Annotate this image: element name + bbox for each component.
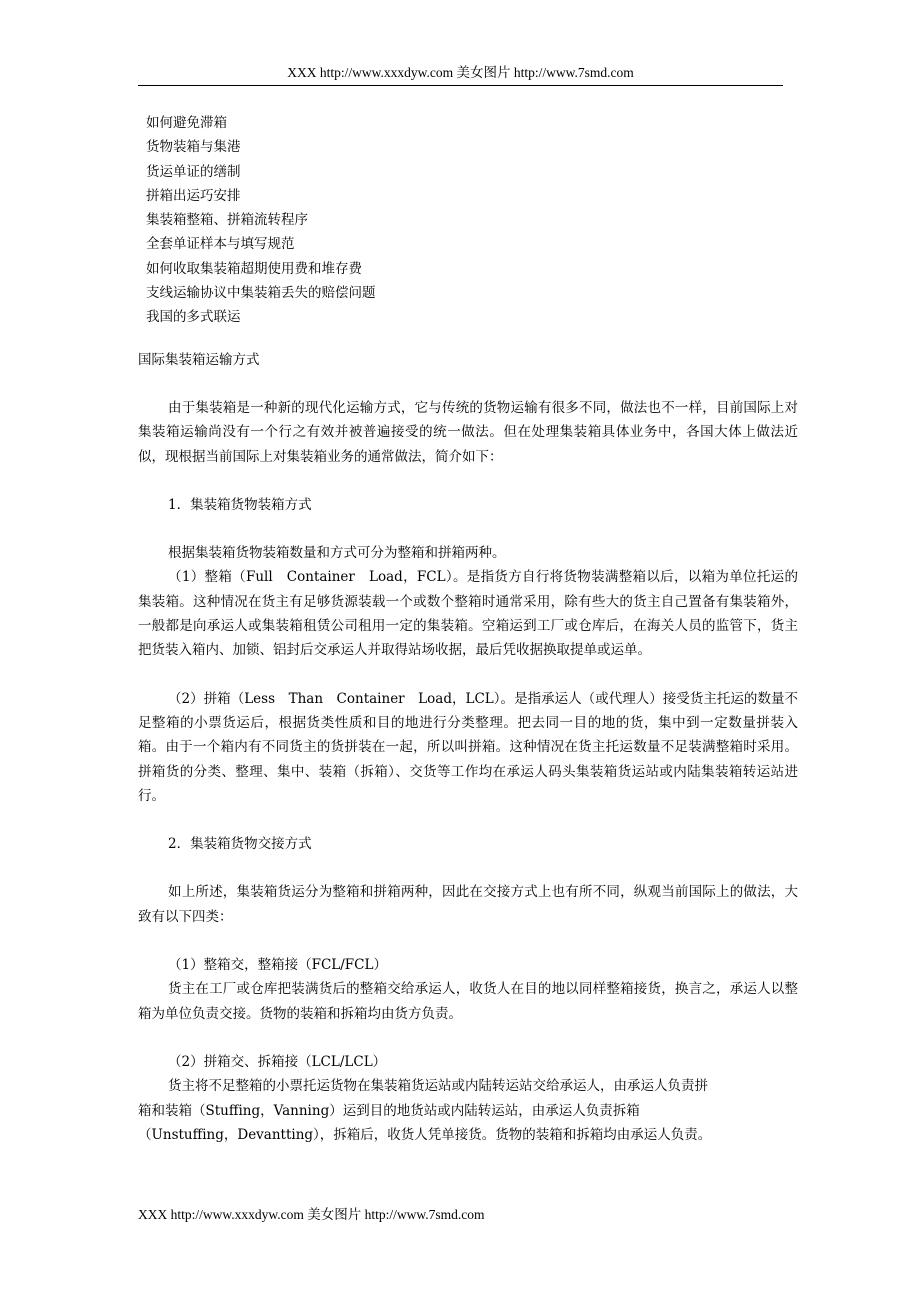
section-2-lead: 如上所述，集装箱货运分为整箱和拼箱两种，因此在交接方式上也有所不同，纵观当前国际上的做法，大致有以下四类： — [138, 884, 798, 925]
lcl-lcl-line: （Unstuffing，Devantting），拆箱后，收货人凭单接货。货物的装箱和拆箱均由承运人负责。 — [138, 1126, 712, 1143]
lcl-lcl-line: 货主将不足整箱的小票托运货物在集装箱货运站或内陆转运站交给承运人，由承运人负责拼 — [168, 1078, 708, 1095]
list-item: 货物装箱与集港 — [146, 139, 241, 156]
fcl-paragraph: （1）整箱（Full Container Load，FCL）。是指货方自行将货物装满整箱以后，以箱为单位托运的集装箱。这种情况在货主有足够货源装载一个或数个整箱时通常采用，除有些大的货主自己置备有集装箱外，一般都是向承运人或集装箱租赁公司租用一定的集装箱。空箱运到工厂或仓库后，在海关人员的监管下，货主把货装入箱内、加锁、铝封后交承运人并取得站场收据，最后凭收据换取提单或运单。 — [138, 569, 798, 659]
list-item: 全套单证样本与填写规范 — [146, 236, 295, 253]
header-rule — [138, 85, 783, 86]
list-item: 如何避免滞箱 — [146, 115, 227, 131]
list-item: 如何收取集装箱超期使用费和堆存费 — [146, 260, 362, 277]
list-item: 支线运输协议中集装箱丢失的赔偿问题 — [146, 285, 376, 302]
section-2-heading: 2．集装箱货物交接方式 — [168, 836, 312, 853]
list-item: 拼箱出运巧安排 — [146, 187, 241, 204]
lcl-lcl-title: （2）拼箱交、拆箱接（LCL/LCL） — [168, 1053, 387, 1070]
fcl-fcl-title: （1）整箱交，整箱接（FCL/FCL） — [168, 957, 387, 974]
lcl-lcl-line: 箱和装箱（Stuffing，Vanning）运到目的地货站或内陆转运站，由承运人负责拆箱 — [138, 1102, 640, 1119]
list-item: 货运单证的缮制 — [146, 163, 241, 180]
fcl-fcl-body: 货主在工厂或仓库把装满货后的整箱交给承运人，收货人在目的地以同样整箱接货，换言之，承运人以整箱为单位负责交接。货物的装箱和拆箱均由货方负责。 — [138, 981, 798, 1022]
list-item: 我国的多式联运 — [146, 309, 241, 326]
document-body — [138, 111, 798, 1147]
lcl-paragraph: （2）拼箱（Less Than Container Load，LCL）。是指承运人（或代理人）接受货主托运的数量不足整箱的小票货运后，根据货类性质和目的地进行分类整理。把去同一目的地的货，集中到一定数量拼装入箱。由于一个箱内有不同货主的货拼装在一起，所以叫拼箱。这种情况在货主托运数量不足装满整箱时采用。拼箱货的分类、整理、集中、装箱（拆箱）、交货等工作均在承运人码头集装箱货运站或内陆集装箱转运站进行。 — [138, 690, 798, 804]
intro-paragraph: 由于集装箱是一种新的现代化运输方式，它与传统的货物运输有很多不同，做法也不一样，目前国际上对集装箱运输尚没有一个行之有效并被普遍接受的统一做法。但在处理集装箱具体业务中，各国大体上做法近似，现根据当前国际上对集装箱业务的通常做法，简介如下： — [138, 399, 798, 465]
page-header: XXX http://www.xxxdyw.com 美女图片 http://www.7smd.com — [287, 65, 634, 80]
section-title: 国际集装箱运输方式 — [138, 351, 260, 368]
page-footer: XXX http://www.xxxdyw.com 美女图片 http://www.7smd.com — [138, 1207, 485, 1222]
list-item: 集装箱整箱、拼箱流转程序 — [146, 212, 308, 229]
section-1-heading: 1．集装箱货物装箱方式 — [168, 496, 312, 513]
topic-list — [138, 111, 798, 330]
section-1-lead: 根据集装箱货物装箱数量和方式可分为整箱和拼箱两种。 — [168, 545, 506, 562]
